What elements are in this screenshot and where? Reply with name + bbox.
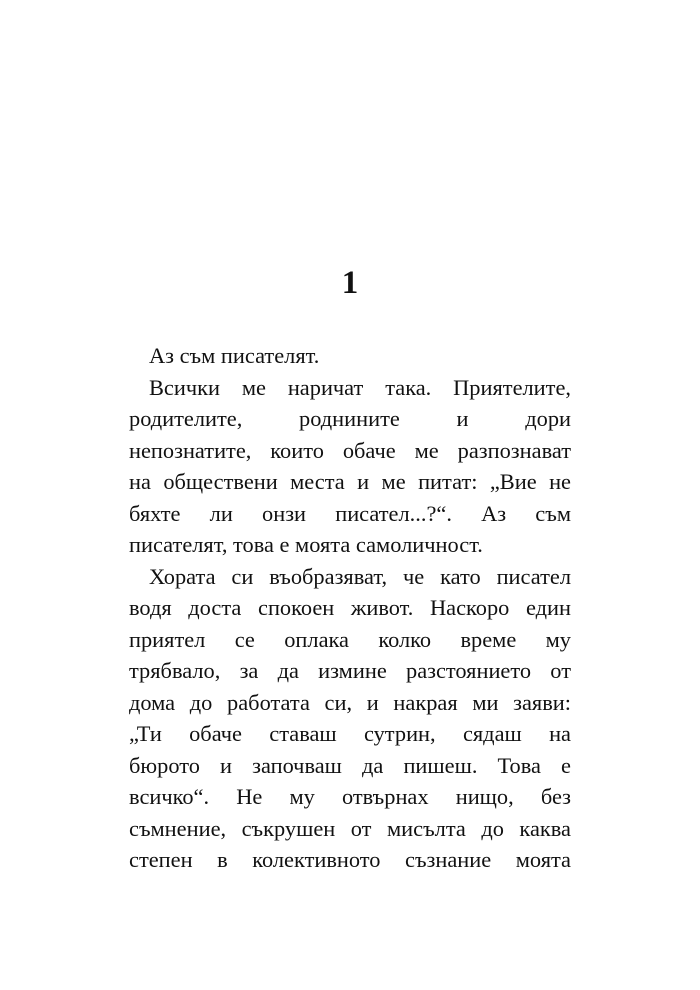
text-line: „Ти обаче ставаш сутрин, сядаш на	[129, 721, 571, 746]
text-line: родителите, роднините и дори	[129, 406, 571, 431]
text-line: Всички ме наричат така. Приятелите,	[149, 374, 571, 400]
text-line: бяхте ли онзи писател...?“. Аз съм	[129, 500, 571, 526]
text-line: дома до работата си, и накрая ми заяви:	[129, 689, 571, 715]
text-line: степен в колективното съзнание моята	[129, 847, 571, 872]
text-line: водя доста спокоен живот. Наскоро един	[129, 595, 571, 620]
text-line: на обществени места и ме питат: „Вие не	[129, 469, 571, 494]
text-line: Аз съм писателят.	[149, 343, 320, 368]
text-line: трябвало, за да измине разстоянието от	[129, 658, 571, 683]
chapter-number: 1	[341, 265, 359, 301]
text-line: бюрото и започваш да пишеш. Това е	[129, 752, 571, 778]
text-line: Хората си въобразяват, че като писател	[149, 563, 571, 589]
text-line: съмнение, съкрушен от мисълта до каква	[129, 815, 571, 841]
text-line: приятел се оплака колко време му	[129, 626, 571, 652]
text-line: всичко“. Не му отвърнах нищо, без	[129, 784, 571, 809]
chapter-text	[129, 340, 571, 876]
text-line: непознатите, които обаче ме разпознават	[129, 437, 571, 463]
text-line: писателят, това е моята самоличност.	[129, 532, 483, 557]
